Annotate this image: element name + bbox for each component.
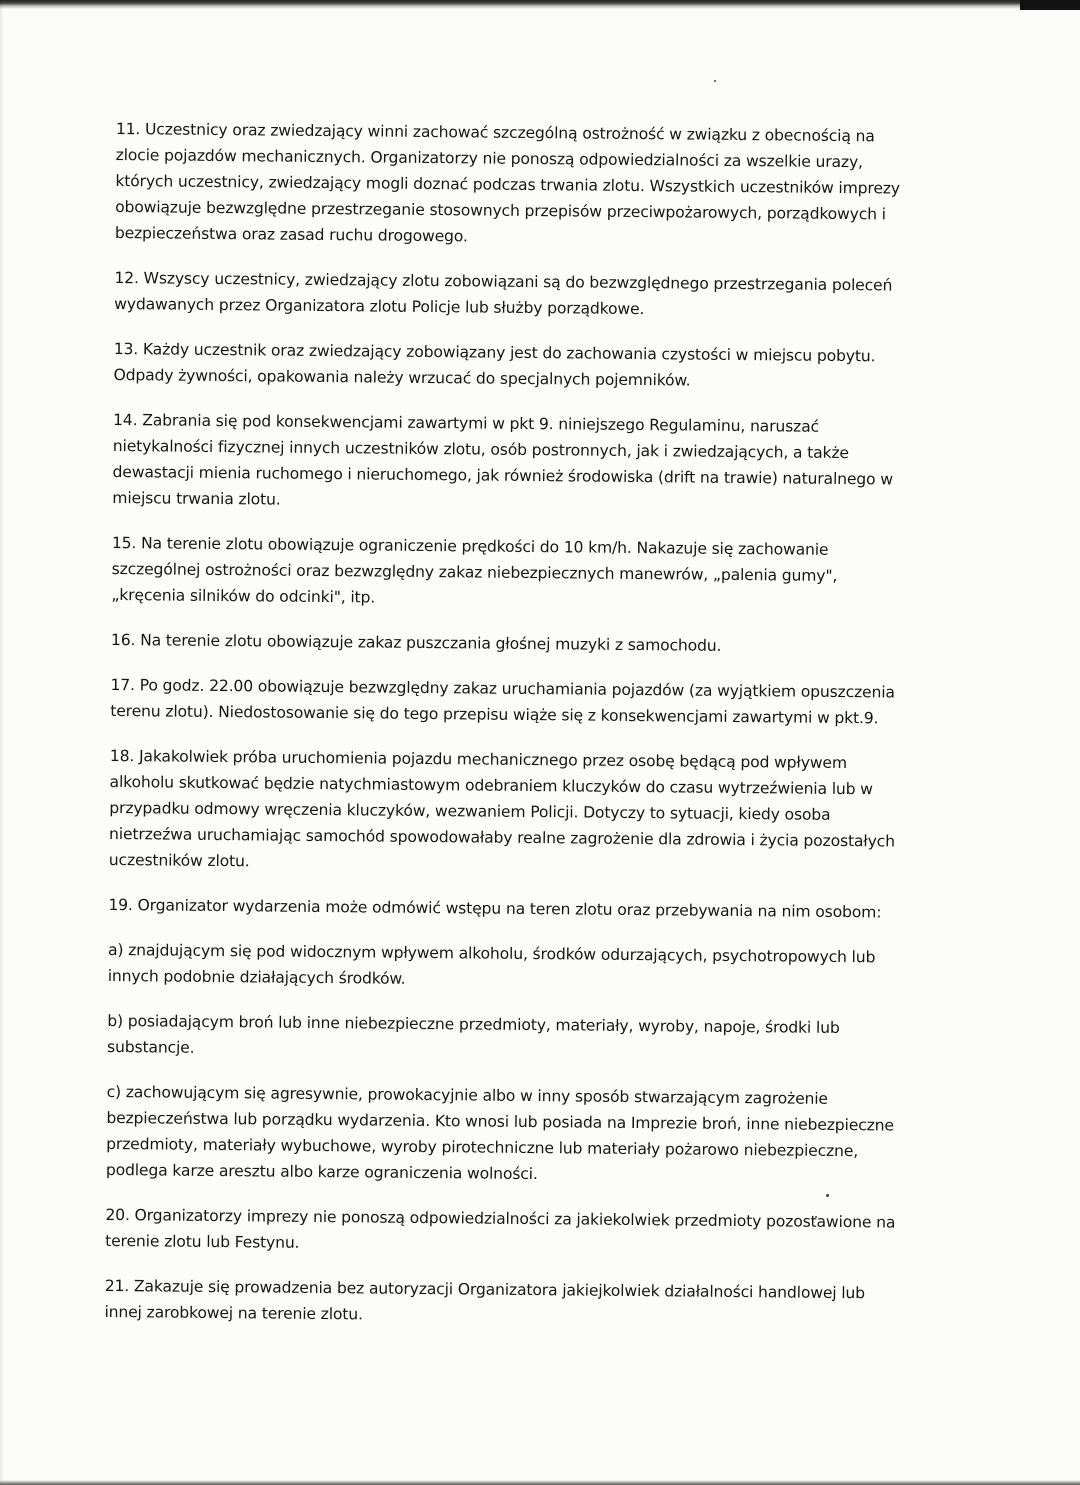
scan-top-edge <box>0 0 1080 9</box>
paragraph-11: 11. Uczestnicy oraz zwiedzający winni zachować szczególną ostrożność w związku z obecnością na zlocie pojazdów mechanicznych. Organizatorzy nie ponoszą odpowiedzialności za wszelkie urazy, których uczestnicy, zwiedzający mogli doznać podczas trwania zlotu. Wszystkich uczestników imprezy obowiązuje bezwzględne przestrzeganie stosownych przepisów przeciwpożarowych, porządkowych i bezpieczeństwa oraz zasad ruchu drogowego. <box>114 119 901 246</box>
paragraph-18: 18. Jakakolwiek próba uruchomienia pojazdu mechanicznego przez osobę będącą pod wpływem alkoholu skutkować będzie natychmiastowym odebraniem kluczyków do czasu wytrzeźwienia lub w przypadku odmowy wręczenia kluczyków, wezwaniem Policji. Dotyczy to sytuacji, kiedy osoba nietrzeźwa uruchamiając samochód spowodowałaby realne zagrożenie dla zdrowia i życia pozostałych uczestników zlotu. <box>108 746 895 871</box>
paragraph-12: 12. Wszyscy uczestnicy, zwiedzający zlotu zobowiązani są do bezwzględnego przestrzegania poleceń wydawanych przez Organizatora zlotu Policje lub służby porządkowe. <box>114 268 893 319</box>
paragraph-19a: a) znajdującym się pod widocznym wpływem alkoholu, środków odurzających, psychotropowych lub innych podobnie działających środków. <box>107 940 876 988</box>
regulations-text <box>104 116 916 1352</box>
paragraph-13: 13. Każdy uczestnik oraz zwiedzający zobowiązany jest do zachowania czystości w miejscu pobytu. Odpady żywności, opakowania należy wrzucać do specjalnych pojemników. <box>113 339 876 390</box>
paragraph-20: 20. Organizatorzy imprezy nie ponoszą odpowiedzialności za jakiekolwiek przedmioty pozostawione na terenie zlotu lub Festynu. <box>105 1205 896 1252</box>
paragraph-19c: c) zachowującym się agresywnie, prowokacyjnie albo w inny sposób stwarzającym zagrożenie bezpieczeństwa lub porządku wydarzenia. Kto wnosi lub posiada na Imprezie broń, inne niebezpieczne przedmioty, materiały wybuchowe, wyroby pirotechniczne lub materiały pożarowo niebezpieczne, podlega karze aresztu albo karze ograniczenia wolności. <box>105 1082 894 1184</box>
scan-corner-shadow <box>1020 0 1080 10</box>
scan-bottom-edge <box>0 1480 1080 1485</box>
paragraph-17: 17. Po godz. 22.00 obowiązuje bezwzględny zakaz uruchamiania pojazdów (za wyjątkiem opuszczenia terenu zlotu). Niedostosowanie się do tego przepisu wiąże się z konsekwencjami zawartymi w pkt.9. <box>110 675 895 728</box>
paragraph-21: 21. Zakazuje się prowadzenia bez autoryzacji Organizatora jakiejkolwiek działalności handlowej lub innej zarobkowej na terenie zlotu. <box>104 1276 866 1324</box>
paragraph-19b: b) posiadającym broń lub inne niebezpieczne przedmioty, materiały, wyroby, napoje, środki lub substancje. <box>106 1011 840 1057</box>
paragraph-16: 16. Na terenie zlotu obowiązuje zakaz puszczania głośnej muzyki z samochodu. <box>110 630 722 655</box>
paragraph-14: 14. Zabrania się pod konsekwencjami zawartymi w pkt 9. niniejszego Regulaminu, naruszać nietykalności fizycznej innych uczestników zlotu, osób postronnych, jak i zwiedzających, a także dewastacji mienia ruchomego i nieruchomego, jak również środowiska (drift na trawie) naturalnego w miejscu trwania zlotu. <box>112 410 893 509</box>
paragraph-19: 19. Organizator wydarzenia może odmówić wstępu na teren zlotu oraz przebywania na nim osobom: <box>108 895 882 922</box>
scan-speck <box>714 80 716 82</box>
paragraph-15: 15. Na terenie zlotu obowiązuje ograniczenie prędkości do 10 km/h. Nakazuje się zachowanie szczególnej ostrożności oraz bezwzględny zakaz niebezpiecznych manewrów, „palenia gumy", „kręcenia silników do odcinki", itp. <box>111 533 838 607</box>
scan-left-shadow <box>0 0 4 1485</box>
